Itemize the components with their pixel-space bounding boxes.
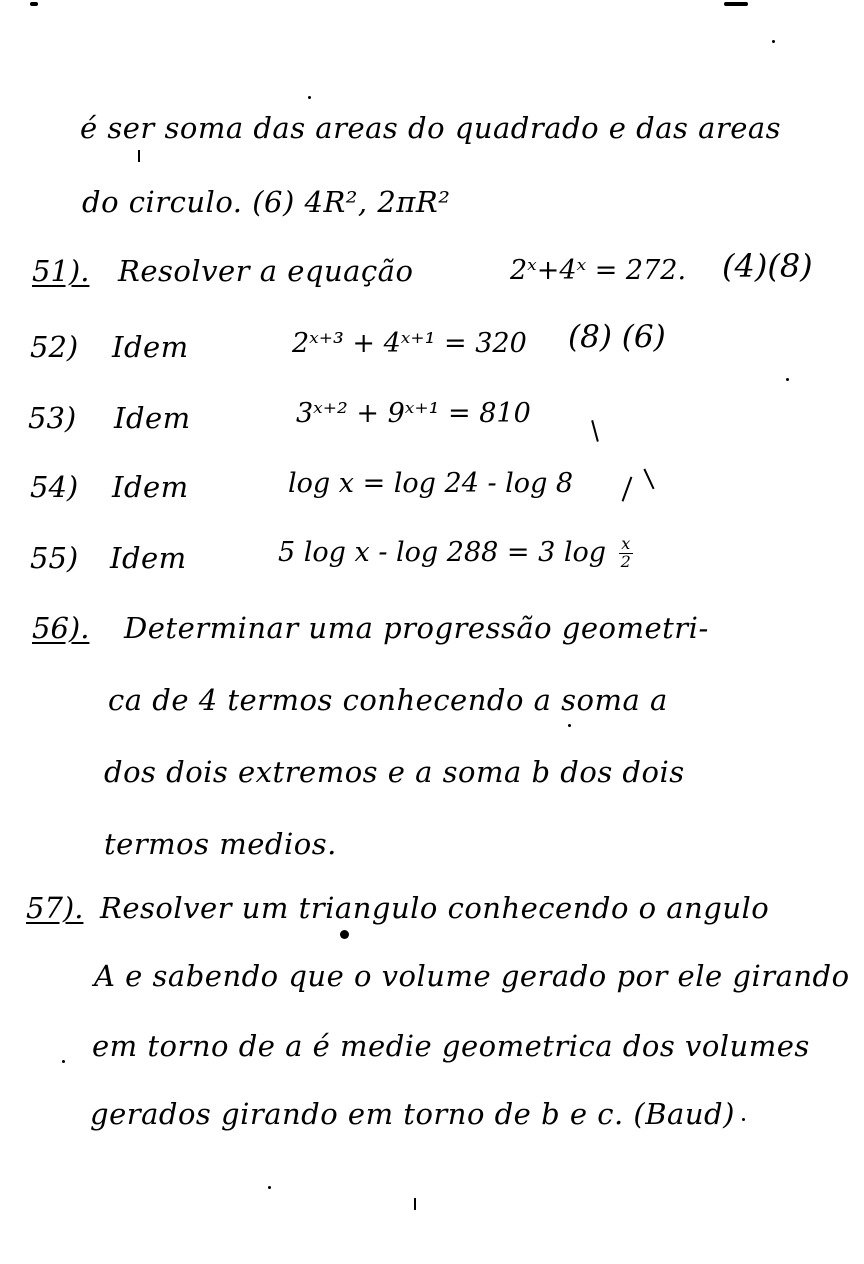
problem-text-54: Idem [112, 470, 189, 504]
problem-57-line-1: Resolver um triangulo conhecendo o angulo [100, 891, 770, 925]
problem-57-line-3: em torno de a é medie geometrica dos volumes [92, 1029, 810, 1063]
fraction-numerator: x [619, 536, 633, 554]
scan-mark [643, 469, 654, 490]
problem-57-line-4: gerados girando em torno de b e c. (Baud) [90, 1097, 735, 1131]
scan-mark [138, 150, 140, 162]
problem-56-line-3: dos dois extremos e a soma b dos dois [104, 755, 685, 789]
problem-56-line-4: termos medios. [104, 827, 337, 861]
scan-speck [724, 2, 748, 6]
problem-text-53: Idem [114, 401, 191, 435]
problem-number-54: 54) [30, 470, 79, 504]
problem-number-55: 55) [30, 541, 79, 575]
problem-number-51: 51). [32, 254, 90, 288]
problem-answer-52: (8) (6) [568, 319, 666, 355]
scan-speck [786, 378, 789, 381]
problem-equation-51: 2ˣ+4ˣ = 272. [510, 255, 687, 286]
scan-mark [622, 477, 632, 502]
problem-56-line-2: ca de 4 termos conhecendo a soma a [108, 683, 668, 717]
problem-equation-55 [278, 536, 633, 571]
intro-line-2: do circulo. (6) 4R², 2πR² [82, 185, 451, 219]
problem-answer-51: (4)(8) [722, 247, 813, 285]
problem-equation-52: 2ˣ⁺³ + 4ˣ⁺¹ = 320 [292, 328, 527, 359]
scan-speck [62, 1060, 65, 1063]
problem-number-53: 53) [28, 401, 77, 435]
fraction-denominator: 2 [620, 551, 631, 571]
problem-number-57: 57). [26, 891, 84, 925]
scan-speck [742, 1118, 745, 1121]
problem-number-56: 56). [32, 611, 90, 645]
problem-equation-54: log x = log 24 - log 8 [288, 468, 574, 499]
scan-mark [414, 1198, 416, 1210]
scan-mark [591, 420, 598, 442]
problem-equation-55-fraction [619, 536, 633, 571]
scan-speck [30, 2, 38, 6]
problem-equation-55-main: 5 log x - log 288 = 3 log [278, 536, 607, 568]
scan-speck [268, 1186, 271, 1189]
problem-text-55: Idem [110, 541, 187, 575]
problem-56-line-1: Determinar uma progressão geometri- [124, 611, 709, 645]
problem-text-52: Idem [112, 330, 189, 364]
problem-number-52: 52) [30, 330, 79, 364]
ink-blot [340, 930, 349, 939]
problem-text-51: Resolver a equação [118, 254, 414, 288]
scan-speck [772, 40, 775, 43]
problem-equation-53: 3ˣ⁺² + 9ˣ⁺¹ = 810 [296, 398, 531, 429]
scan-speck [308, 96, 311, 99]
scan-speck [568, 724, 571, 727]
problem-57-line-2: A e sabendo que o volume gerado por ele girando [94, 959, 850, 993]
intro-line-1: é ser soma das areas do quadrado e das areas [80, 111, 782, 145]
